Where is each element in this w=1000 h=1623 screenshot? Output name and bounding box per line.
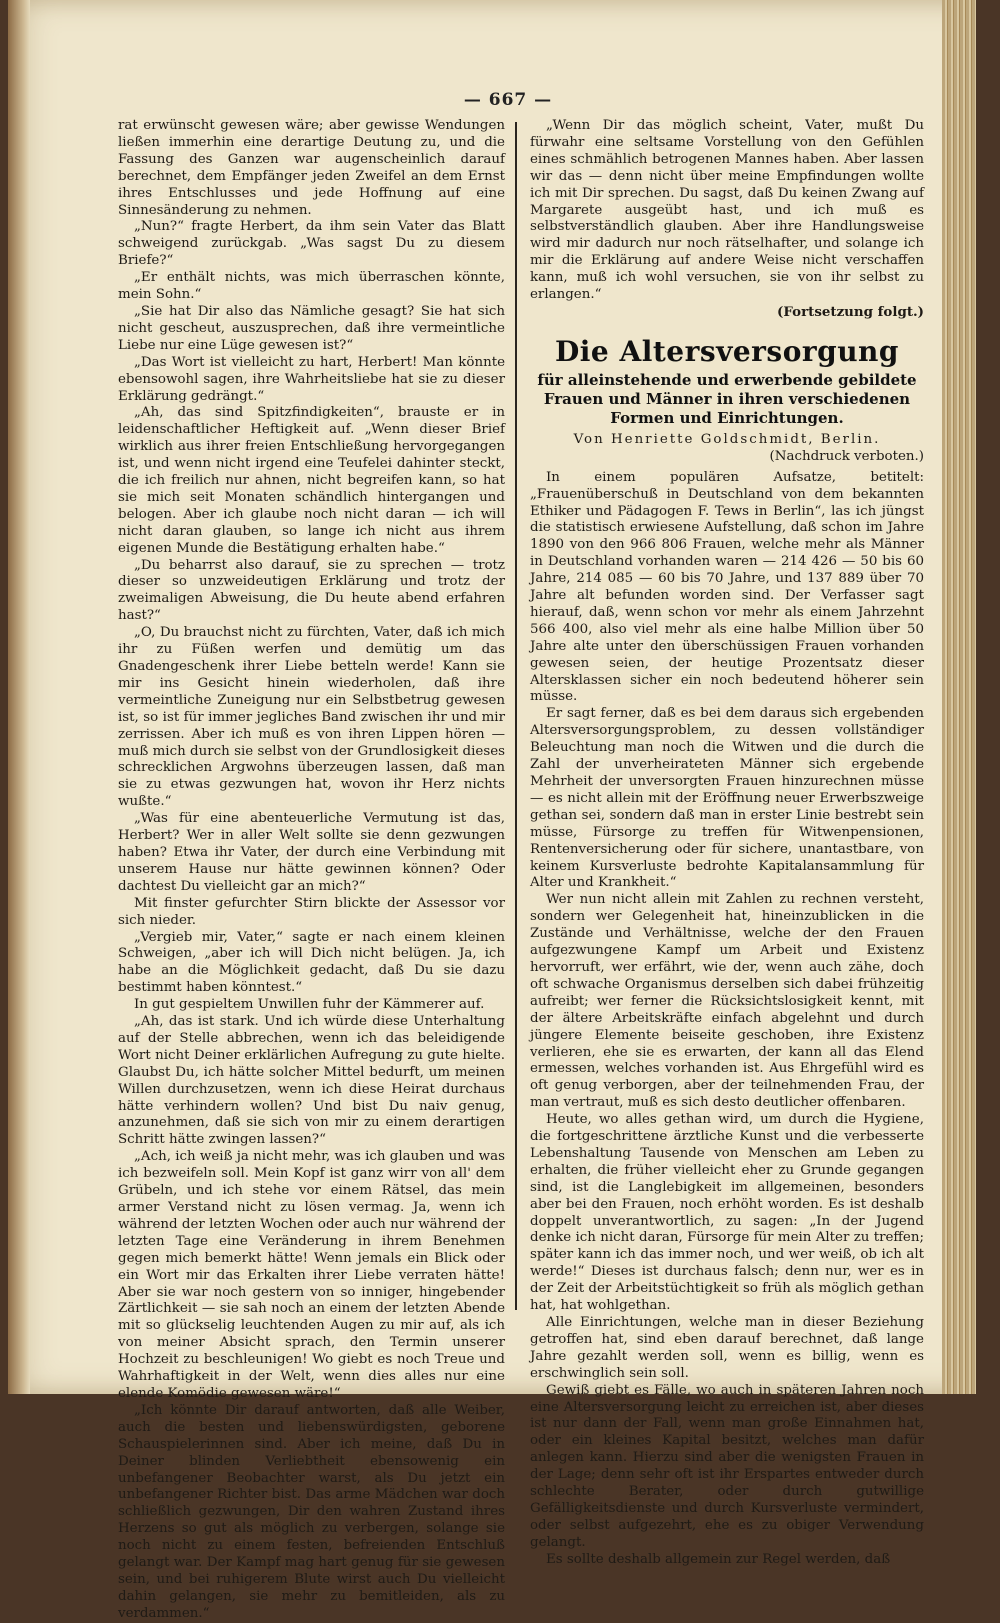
article-title: Die Altersversorgung xyxy=(554,334,899,368)
right-column xyxy=(530,118,924,1567)
story-paragraph: „Das Wort ist vielleicht zu hart, Herbert! Man könnte ebensowohl sagen, ihre Wahrheitsliebe hat sie zu dieser Erklärung gedrängt.“ xyxy=(118,354,505,404)
reprint-notice: (Nachdruck verboten.) xyxy=(769,448,924,464)
article-byline: Von Henriette Goldschmidt, Berlin. xyxy=(573,431,881,447)
story-paragraph: „Ach, ich weiß ja nicht mehr, was ich glauben und was ich bezweifeln soll. Mein Kopf ist ganz wirr von all' dem Grübeln, und ich stehe vor einem Rätsel, das mein armer Verstand nicht zu lösen vermag. Ja, wenn ich während der letzten Wochen oder auch nur während der letzten Tage eine Veränderung in ihrem Benehmen gegen mich bemerkt hätte! Wenn jemals ein Blick oder ein Wort mir das Erkalten ihrer Liebe verraten hätte! Aber sie war noch gestern von so inniger, hingebender Zärtlichkeit — sie sah noch an einem der letzten Abende mit so glückselig leuchtenden Augen zu mir auf, als ich von meiner Absicht sprach, den Termin unserer Hochzeit zu beschleunigen! Wo giebt es noch Treue und Wahrhaftigkeit in der Welt, wenn dies alles nur eine elende Komödie gewesen wäre!“ xyxy=(118,1149,505,1401)
story-paragraph: Mit finster gefurchter Stirn blickte der Assessor vor sich nieder. xyxy=(118,895,505,928)
story-paragraph: „Er enthält nichts, was mich überraschen könnte, mein Sohn.“ xyxy=(118,270,505,303)
story-paragraph: „Vergieb mir, Vater,“ sagte er nach einem kleinen Schweigen, „aber ich will Dich nicht belügen. Ja, ich habe an die Möglichkeit gedacht, daß Du sie dazu bestimmt haben könntest.“ xyxy=(118,929,505,996)
binding-gutter xyxy=(8,0,30,1394)
story-paragraph: „Wenn Dir das möglich scheint, Vater, mußt Du fürwahr eine seltsame Vorstellung von den Gefühlen eines schmählich betrogenen Mannes haben. Aber lassen wir das — denn nicht über meine Empfindungen wollte ich mit Dir sprechen. Du sagst, daß Du keinen Zwang auf Margarete ausgeübt hast, und ich muß es selbstverständlich glauben. Aber ihre Handlungsweise wird mir dadurch nur noch rätselhafter, und solange ich mir die Erklärung auf andere Weise nicht verschaffen kann, muß ich wohl versuchen, sie von ihr selbst zu erlangen.“ xyxy=(530,118,924,303)
story-paragraph: „Nun?“ fragte Herbert, da ihm sein Vater das Blatt schweigend zurückgab. „Was sagst Du zu diesem Briefe?“ xyxy=(118,219,505,269)
article-paragraph: Wer nun nicht allein mit Zahlen zu rechnen versteht, sondern wer Gelegenheit hat, hineinzublicken in die Zustände und Verhältnisse, welche der den Frauen aufgezwungene Kampf um Arbeit und Existenz hervorruft, wer erfährt, wie der, wenn auch zähe, doch oft schwache Organismus derselben sich dabei frühzeitig aufreibt; wer ferner die Rücksichtslosigkeit kennt, mit der ältere Arbeitskräfte einfach abgelehnt und durch jüngere Elemente beiseite geschoben, ihre Existenz verlieren, ehe sie es erwarten, der kann all das Elend ermessen, welches vorhanden ist. Aus Ehrgefühl wird es oft genug verborgen, aber der teilnehmenden Frau, der man vertraut, muß es sich desto deutlicher offenbaren. xyxy=(530,892,924,1111)
article-paragraph: Heute, wo alles gethan wird, um durch die Hygiene, die fortgeschrittene ärztliche Kunst und die verbesserte Lebenshaltung Tausende von Menschen am Leben zu erhalten, die früher vielleicht eher zu Grunde gegangen sind, ist die Langlebigkeit im allgemeinen, besonders aber bei den Frauen, noch erhöht worden. Es ist deshalb doppelt unverantwortlich, zu sagen: „In der Jugend denke ich nicht daran, Fürsorge für mein Alter zu treffen; später kann ich das immer noch, und wer weiß, ob ich alt werde!“ Dieses ist durchaus falsch; denn nur, wer es in der Zeit der Arbeitstüchtigkeit so früh als möglich gethan hat, hat wohlgethan. xyxy=(530,1112,924,1314)
article-paragraph: Er sagt ferner, daß es bei dem daraus sich ergebenden Altersversorgungsproblem, zu dessen vollständiger Beleuchtung man noch die Witwen und die durch die Zahl der unverheirateten Männer sich ergebende Mehrheit der unversorgten Frauen hinzurechnen müsse — es nicht allein mit der Eröffnung neuer Erwerbszweige gethan sei, sondern daß man in erster Linie bestrebt sein müsse, Fürsorge zu treffen für Witwenpensionen, Rentenversicherung oder für sichere, unantastbare, von keinem Kursverluste bedrohte Kapitalansammlung für Alter und Krankheit.“ xyxy=(530,706,924,891)
story-paragraph: „Ich könnte Dir darauf antworten, daß alle Weiber, auch die besten und liebenswürdigsten, geborene Schauspielerinnen sind. Aber ich meine, daß Du in Deiner blinden Verliebtheit ebensowenig ein unbefangener Beobachter warst, als Du jetzt ein unbefangener Richter bist. Das arme Mädchen war doch schließlich gezwungen, Dir den wahren Zustand ihres Herzens so gut als möglich zu verbergen, solange sie noch nicht zu einem festen, befreienden Entschluß gelangt war. Der Kampf mag hart genug für sie gewesen sein, und bei ruhigerem Blute wirst auch Du vielleicht dahin gelangen, sie mehr zu bemitleiden, als zu verdammen.“ xyxy=(118,1402,505,1621)
story-paragraph: „Ah, das ist stark. Und ich würde diese Unterhaltung auf der Stelle abbrechen, wenn ich das beleidigende Wort nicht Deiner erklärlichen Aufregung zu gute hielte. Glaubst Du, ich hätte solcher Mittel bedurft, um meinen Willen durchzusetzen, wenn ich diese Heirat durchaus hätte verhindern wollen? Und bist Du naiv genug, anzunehmen, daß sie sich von mir zu einem derartigen Schritt hätte zwingen lassen?“ xyxy=(118,1014,505,1148)
story-paragraph: „Ah, das sind Spitzfindigkeiten“, brauste er in leidenschaftlicher Heftigkeit auf. „Wenn dieser Brief wirklich aus ihrer freien Entschließung hervorgegangen ist, und wenn nicht irgend eine Teufelei dahinter steckt, die ich freilich nur ahnen, nicht begreifen kann, so hat sie mich seit Monaten schändlich hintergangen und belogen. Aber ich glaube noch nicht daran — ich will nicht daran glauben, so lange ich nicht aus ihrem eigenen Munde die Bestätigung erhalten habe.“ xyxy=(118,405,505,556)
continuation-note: (Fortsetzung folgt.) xyxy=(777,303,924,320)
story-paragraph: „Du beharrst also darauf, sie zu sprechen — trotz dieser so unzweideutigen Erklärung und trotz der zweimaligen Abweisung, die Du heute abend erfahren hast?“ xyxy=(118,557,505,624)
story-paragraph: „O, Du brauchst nicht zu fürchten, Vater, daß ich mich ihr zu Füßen werfen und demütig um das Gnadengeschenk ihrer Liebe betteln werde! Kann sie mir ins Gesicht hinein wiederholen, daß ihre vermeintliche Zuneigung nur ein Selbstbetrug gewesen ist, so ist für immer jegliches Band zwischen ihr und mir zerrissen. Aber ich muß es von ihren Lippen hören — muß mich durch sie selbst von der Grundlosigkeit dieses schrecklichen Argwohns überzeugen lassen, daß man sie zu etwas gezwungen hat, wovon ihr Herz nichts wußte.“ xyxy=(118,625,505,810)
story-paragraph: „Sie hat Dir also das Nämliche gesagt? Sie hat sich nicht gescheut, auszusprechen, daß ihre vermeintliche Liebe nur eine Lüge gewesen ist?“ xyxy=(118,303,505,353)
story-paragraph: In gut gespieltem Unwillen fuhr der Kämmerer auf. xyxy=(134,997,485,1013)
article-paragraph: Es sollte deshalb allgemein zur Regel werden, daß xyxy=(546,1551,891,1567)
article-paragraph: Gewiß giebt es Fälle, wo auch in späteren Jahren noch eine Altersversorgung leicht zu erreichen ist, aber dieses ist nur dann der Fall, wenn man große Einnahmen hat, oder ein kleines Kapital besitzt, welches man dafür anlegen kann. Hierzu sind aber die wenigsten Frauen in der Lage; denn sehr oft ist ihr Erspartes entweder durch schlechte Berater, oder durch gutwillige Gefälligkeitsdienste und durch Kursverluste vermindert, oder selbst aufgezehrt, ehe es zu obiger Verwendung gelangt. xyxy=(530,1382,924,1550)
left-column xyxy=(118,118,505,1621)
story-paragraph: rat erwünscht gewesen wäre; aber gewisse Wendungen ließen immerhin eine derartige Deutung zu, und die Fassung des Ganzen war augenscheinlich darauf berechnet, dem Empfänger jeden Zweifel an dem Ernst ihres Entschlusses und jede Hoffnung auf eine Sinnesänderung zu nehmen. xyxy=(118,118,505,218)
article-paragraph: In einem populären Aufsatze, betitelt: „Frauenüberschuß in Deutschland von dem bekannten Ethiker und Pädagogen F. Tews in Berlin“, las ich jüngst die statistisch erwiesene Aufstellung, daß schon im Jahre 1890 von den 966 806 Frauen, welche mehr als Männer in Deutschland vorhanden waren — 214 426 — 50 bis 60 Jahre, 214 085 — 60 bis 70 Jahre, und 137 889 über 70 Jahre alt befunden worden sind. Der Verfasser sagt hierauf, daß, wenn schon vor mehr als einem Jahrzehnt 566 400, also viel mehr als eine halbe Million über 50 Jahre alte unter den überschüssigen Frauen vorhanden gewesen seien, der heutige Prozentsatz dieser Altersklassen sicher ein noch bedeutend höherer sein müsse. xyxy=(530,469,924,705)
page-edges xyxy=(942,0,976,1394)
article-subtitle: für alleinstehende und erwerbende gebildete Frauen und Männer in ihren verschiedenen Formen und Einrichtungen. xyxy=(537,370,917,427)
newspaper-page xyxy=(8,0,976,1621)
column-divider xyxy=(515,122,517,1310)
article-paragraph: Alle Einrichtungen, welche man in dieser Beziehung getroffen hat, sind eben darauf berechnet, daß lange Jahre gezahlt werden soll, wenn es billig, wenn es erschwinglich sein soll. xyxy=(530,1315,924,1381)
story-paragraph: „Was für eine abenteuerliche Vermutung ist das, Herbert? Wer in aller Welt sollte sie denn gezwungen haben? Etwa ihr Vater, der durch eine Verbindung mit unserem Hause nur hätte gewinnen können? Oder dachtest Du vielleicht gar an mich?“ xyxy=(118,811,505,894)
page-number: — 667 — xyxy=(463,90,553,110)
